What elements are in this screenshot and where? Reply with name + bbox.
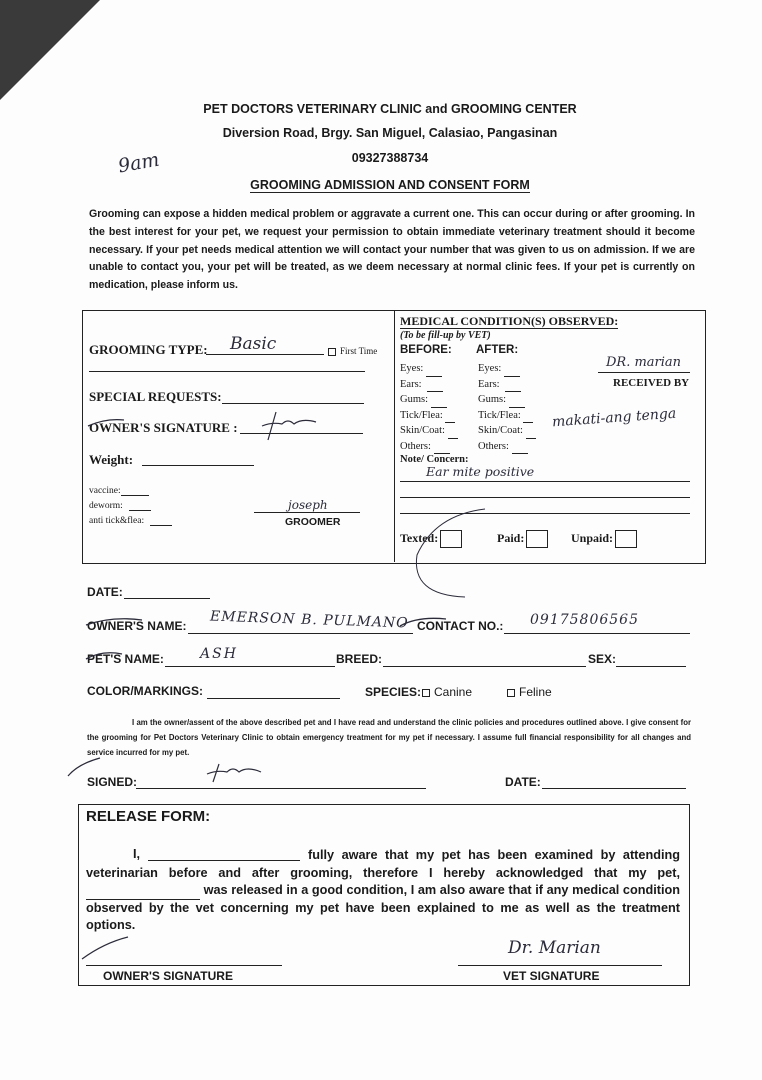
after-label: AFTER: <box>476 344 519 356</box>
special-requests-label: SPECIAL REQUESTS: <box>89 389 222 404</box>
before-list <box>400 361 458 454</box>
antitick-line[interactable] <box>150 525 172 526</box>
grooming-type-value[interactable]: Basic <box>230 334 277 354</box>
pet-name-line[interactable] <box>165 666 335 667</box>
after-item <box>478 361 536 377</box>
paid-checkbox[interactable] <box>526 530 548 548</box>
after-item <box>478 439 536 455</box>
consent-paragraph: I am the owner/assent of the above described pet and I have read and understand the clinic policies and procedures outlined above. I give consent for the grooming for Pet Doctors Veterinary Clinic to obtain emergency treatment for my pet if necessary. I assume full financial responsibility for all changes and service incurred for my pet. <box>87 718 691 757</box>
owner-name-label: OWNER'S NAME: <box>87 619 187 633</box>
intro-paragraph: Grooming can expose a hidden medical problem or aggravate a current one. This can occur during or after grooming. In the best interest for your pet, we request your permission to obtain immediate veterinary treatment should it become necessary. If your pet needs medical attention we will contact your number that was given to us on admission. If we are unable to contact you, your pet will be treated, as we deem necessary at normal clinic fees. If your pet is currently on medication, please inform us. <box>89 208 695 292</box>
pet-name-label: PET'S NAME: <box>87 652 164 666</box>
received-by-line[interactable] <box>598 372 690 373</box>
after-item-label: Gums: <box>478 394 507 405</box>
before-item <box>400 423 458 439</box>
groomer-label: GROOMER <box>285 516 341 528</box>
breed-label: BREED: <box>336 652 383 666</box>
after-item <box>478 392 536 408</box>
breed-line[interactable] <box>383 666 586 667</box>
signed-scribble-icon <box>205 760 265 786</box>
after-item-label: Skin/Coat: <box>478 425 523 436</box>
unpaid-checkbox[interactable] <box>615 530 637 548</box>
before-item <box>400 377 458 393</box>
weight-line[interactable] <box>142 465 254 466</box>
owner-sign-mark-icon <box>80 935 130 961</box>
before-item <box>400 392 458 408</box>
admission-box-divider <box>394 310 395 562</box>
vaccine-row <box>89 486 149 496</box>
vet-signature-label: VET SIGNATURE <box>503 969 600 983</box>
note-label: Note/ Concern: <box>400 454 469 465</box>
before-item-label: Skin/Coat: <box>400 425 445 436</box>
handwritten-loop-icon <box>405 505 500 605</box>
feline-label: Feline <box>519 685 552 699</box>
vet-signature-line[interactable] <box>458 965 662 966</box>
unpaid-field <box>571 530 637 548</box>
canine-checkbox[interactable] <box>422 689 430 697</box>
after-item-label: Tick/Flea: <box>478 409 521 421</box>
grooming-type-line <box>206 354 324 355</box>
strike-mark-icon <box>398 614 448 628</box>
owner-signature-scribble-icon <box>258 404 320 444</box>
release-text-2: was released in a good condition, I am also aware that if any medical condition observed by the vet concerning my pet have been explained to me as well as the treatment options. <box>86 883 681 933</box>
clinic-name: PET DOCTORS VETERINARY CLINIC and GROOMING CENTER <box>203 102 577 116</box>
owner-name-line[interactable] <box>188 633 413 634</box>
strike-mark-icon <box>86 416 126 430</box>
before-item-label: Ears: <box>400 378 422 390</box>
after-item-label: Others: <box>478 440 509 452</box>
canine-label: Canine <box>434 685 473 699</box>
vet-signature-name: Dr. Marian <box>508 938 601 958</box>
before-item-label: Gums: <box>400 394 429 405</box>
before-item-label: Eyes: <box>400 363 424 374</box>
first-time-option[interactable] <box>328 346 377 356</box>
owner-signature-release-label: OWNER'S SIGNATURE <box>103 969 233 983</box>
deworm-row <box>89 501 151 511</box>
after-item <box>478 377 536 393</box>
first-time-checkbox[interactable] <box>328 348 336 356</box>
weight-label: Weight: <box>89 452 134 467</box>
vaccine-line[interactable] <box>121 495 149 496</box>
medical-condition-title <box>400 314 618 329</box>
release-form-title: RELEASE FORM: <box>86 808 211 825</box>
owner-signature-release-line[interactable] <box>86 965 282 966</box>
before-item <box>400 439 458 455</box>
before-item-label: Tick/Flea: <box>400 409 443 421</box>
paid-field <box>497 530 548 548</box>
before-label: BEFORE: <box>400 344 452 356</box>
scan-corner-shadow <box>0 0 100 100</box>
strike-mark-icon <box>84 614 144 628</box>
texted-label: Texted: <box>400 530 439 545</box>
form-title <box>0 178 762 192</box>
note-value: Ear mite positive <box>426 464 535 479</box>
species-canine-option[interactable] <box>422 685 472 699</box>
after-item <box>478 423 536 439</box>
clinic-phone: 09327388734 <box>351 151 429 165</box>
release-pet-line[interactable] <box>86 887 200 900</box>
unpaid-label: Unpaid: <box>571 530 614 545</box>
groomer-line[interactable] <box>254 512 360 513</box>
vaccine-label: vaccine: <box>89 486 121 496</box>
received-by-name: DR. marian <box>606 355 682 370</box>
first-time-label: First Time <box>340 346 378 356</box>
signed-date-line[interactable] <box>542 788 686 789</box>
medical-condition-title-text: MEDICAL CONDITION(S) OBSERVED: <box>400 314 619 328</box>
species-label: SPECIES: <box>365 685 422 699</box>
medical-condition-subtitle: (To be fill-up by VET) <box>400 330 491 341</box>
release-paragraph <box>86 847 680 935</box>
received-by-label: RECEIVED BY <box>613 377 690 389</box>
antitick-label: anti tick&flea: <box>89 516 145 526</box>
tick-flea-note: makati-ang tenga <box>551 405 677 431</box>
before-item <box>400 408 458 424</box>
signed-date-label: DATE: <box>505 775 541 789</box>
after-item-label: Eyes: <box>478 363 502 374</box>
after-list <box>478 361 536 454</box>
before-item <box>400 361 458 377</box>
feline-checkbox[interactable] <box>507 689 515 697</box>
release-text-1: fully aware that my pet has been examined by attending veterinarian before and after grooming, therefore I hereby acknowledged that my pet, <box>86 848 680 880</box>
grooming-extra-line <box>89 371 365 372</box>
contact-line[interactable] <box>504 633 690 634</box>
color-markings-label: COLOR/MARKINGS: <box>87 684 203 698</box>
pet-name-value: ASH <box>200 646 238 662</box>
strike-mark-icon <box>84 648 124 662</box>
strike-mark-icon <box>66 756 102 780</box>
antitick-row <box>89 516 172 526</box>
after-item-line[interactable] <box>512 453 528 454</box>
grooming-type-label: GROOMING TYPE: <box>89 342 208 357</box>
note-line-1[interactable] <box>400 481 690 482</box>
after-item-label: Ears: <box>478 378 500 390</box>
contact-label: CONTACT NO.: <box>417 619 504 633</box>
date-label: DATE: <box>87 585 123 599</box>
signed-line[interactable] <box>136 788 426 789</box>
before-item-label: Others: <box>400 440 431 452</box>
owner-signature-label: OWNER'S SIGNATURE : <box>89 420 238 435</box>
groomer-name: joseph <box>288 498 328 512</box>
note-line-2[interactable] <box>400 497 690 498</box>
sex-line[interactable] <box>616 666 686 667</box>
color-markings-line[interactable] <box>207 698 340 699</box>
sex-label: SEX: <box>588 652 617 666</box>
signed-label: SIGNED: <box>87 775 138 789</box>
release-i-label: I, <box>133 847 141 861</box>
species-feline-option[interactable] <box>507 685 552 699</box>
form-title-text: GROOMING ADMISSION AND CONSENT FORM <box>250 178 530 192</box>
clinic-address: Diversion Road, Brgy. San Miguel, Calasiao, Pangasinan <box>222 126 558 140</box>
paid-label: Paid: <box>497 530 525 545</box>
handwritten-time: 9am <box>116 148 162 178</box>
deworm-line[interactable] <box>129 510 151 511</box>
contact-value: 09175806565 <box>530 612 639 628</box>
owner-name-value: EMERSON B. PULMANO <box>209 608 409 632</box>
after-item <box>478 408 536 424</box>
date-line[interactable] <box>124 598 210 599</box>
deworm-label: deworm: <box>89 501 123 511</box>
